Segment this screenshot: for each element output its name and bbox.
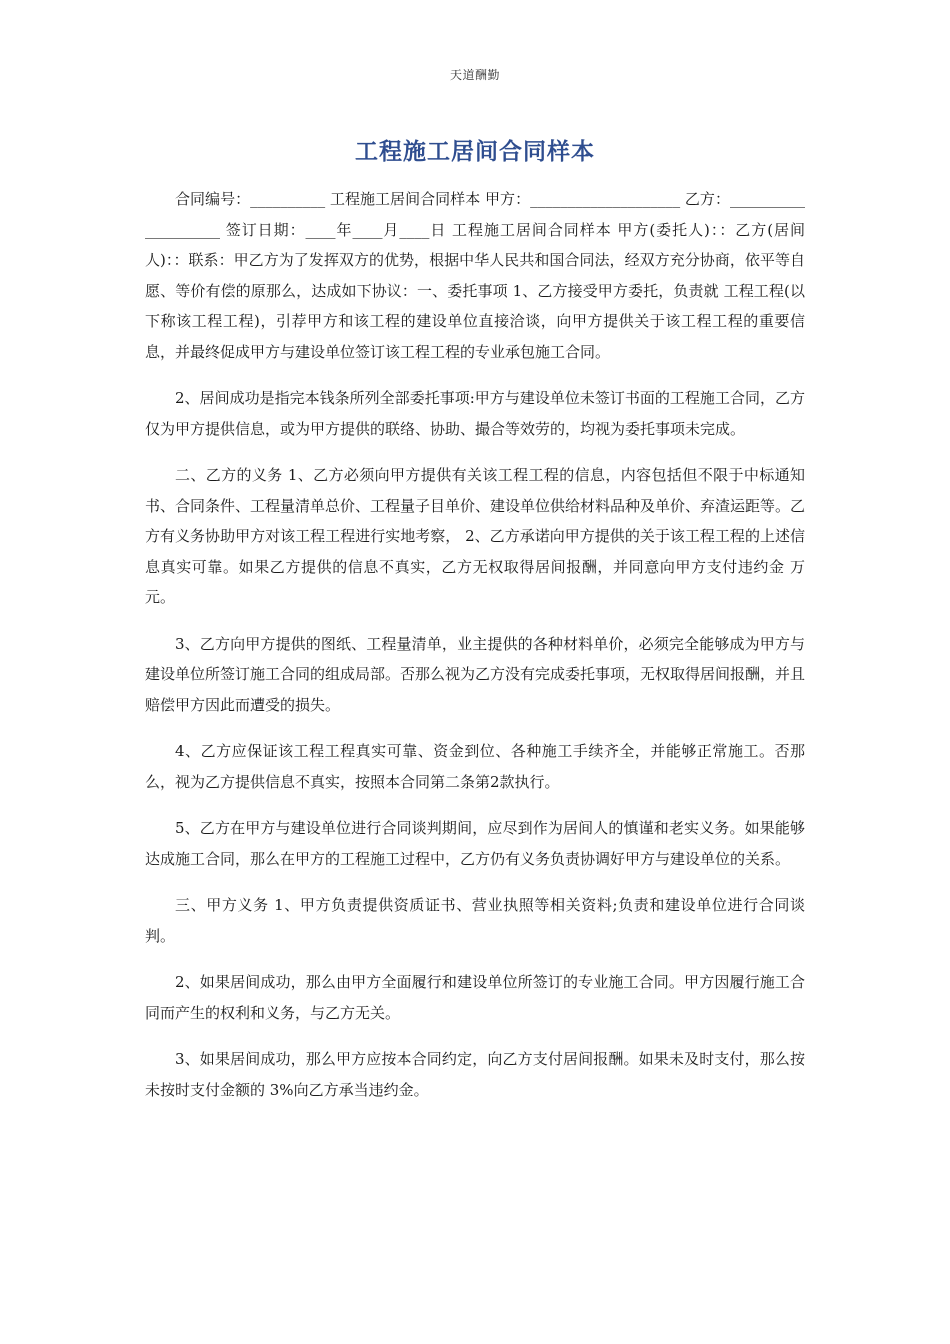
page-header: 天道酬勤 xyxy=(449,68,500,82)
paragraph-7: 三、甲方义务 1、甲方负责提供资质证书、营业执照等相关资料;负责和建设单位进行合同谈判。 xyxy=(145,896,805,945)
paragraph-6: 5、乙方在甲方与建设单位进行合同谈判期间，应尽到作为居间人的慎谨和老实义务。如果能够达成施工合同，那么在甲方的工程施工过程中，乙方仍有义务负责协调好甲方与建设单位的关系。 xyxy=(145,819,805,868)
paragraph-3: 二、乙方的义务 1、乙方必须向甲方提供有关该工程工程的信息，内容包括但不限于中标通知书、合同条件、工程量清单总价、工程量子目单价、建设单位供给材料品种及单价、弃渣运距等。乙方有义务协助甲方对该工程工程进行实地考察， 2、乙方承诺向甲方提供的关于该工程工程的上述信息真实可靠。如果乙方提供的信息不真实，乙方无权取得居间报酬，并同意向甲方支付违约金 万元。 xyxy=(145,466,806,606)
paragraph-8: 2、如果居间成功，那么由甲方全面履行和建设单位所签订的专业施工合同。甲方因履行施工合同而产生的权利和义务，与乙方无关。 xyxy=(145,973,805,1022)
document-body xyxy=(145,184,805,1121)
document-title: 工程施工居间合同样本 xyxy=(355,139,595,165)
paragraph-5: 4、乙方应保证该工程工程真实可靠、资金到位、各种施工手续齐全，并能够正常施工。否那么，视为乙方提供信息不真实，按照本合同第二条第2款执行。 xyxy=(145,742,805,791)
paragraph-4: 3、乙方向甲方提供的图纸、工程量清单，业主提供的各种材料单价，必须完全能够成为甲方与建设单位所签订施工合同的组成局部。否那么视为乙方没有完成委托事项，无权取得居间报酬，并且赔偿甲方因此而遭受的损失。 xyxy=(145,634,806,714)
paragraph-2: 2、居间成功是指完本钱条所列全部委托事项:甲方与建设单位未签订书面的工程施工合同，乙方仅为甲方提供信息，或为甲方提供的联络、协助、撮合等效劳的，均视为委托事项未完成。 xyxy=(145,389,805,438)
paragraph-9: 3、如果居间成功，那么甲方应按本合同约定，向乙方支付居间报酬。如果未及时支付，那么按未按时支付金额的 3%向乙方承当违约金。 xyxy=(145,1050,805,1099)
paragraph-1: 合同编号：__________ 工程施工居间合同样本 甲方：____________________ 乙方：____________________ 签订日期：____年____月____日 工程施工居间合同样本 甲方(委托人)：：乙方(居间人)：：联系：甲乙方为了发挥双方的优势，根据中华人民共和国合同法，经双方充分协商，依平等自愿、等价有偿的原那么，达成如下协议：一、委托事项 1、乙方接受甲方委托，负责就 工程工程(以下称该工程工程)，引荐甲方和该工程的建设单位直接洽谈，向甲方提供关于该工程工程的重要信息，并最终促成甲方与建设单位签订该工程工程的专业承包施工合同。 xyxy=(145,190,805,361)
